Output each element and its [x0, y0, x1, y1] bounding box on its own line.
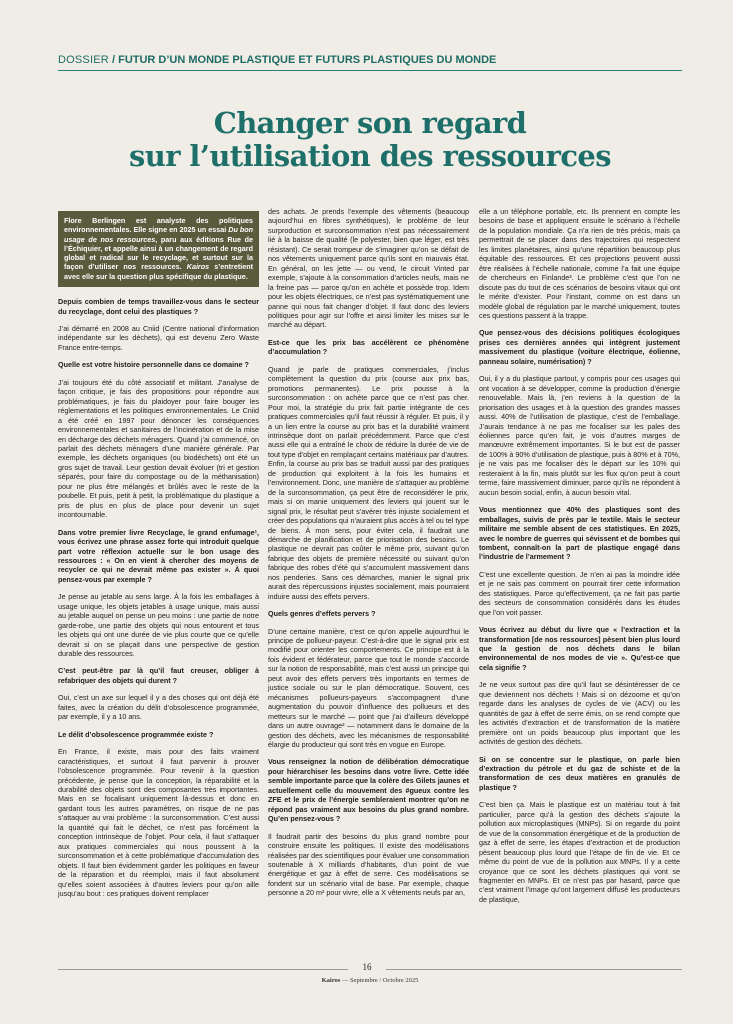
- interview-answer: C’est une excellente question. Je n’en ai pas la moindre idée et je ne sais pas comment on pourrait tirer cette information des statistiques. Parce qu’effectivement, ça ne fait pas partie des secteurs de consommation considérés dans les études que l’on voit passer.: [479, 569, 680, 617]
- interview-answer: Il faudrait partir des besoins du plus grand nombre pour construire ensuite les politiques. Il existe des modélisations réalisées par des scientifiques pour évaluer une consommation soutenable à X milliards d’habitants, d’un point de vue énergétique et gaz à effet de serre. Ces modélisations se fondent sur un scénario vital de base. Par exemple, chaque personne a 20 m² pour vivre, elle a X vêtements neufs par an,: [268, 831, 469, 898]
- intro-book-title: Du bon usage de nos ressources: [64, 225, 254, 244]
- interview-answer: J’ai toujours été du côté associatif et militant. J’analyse de façon critique, je fais des propositions pour répondre aux problématiques, je fais du plaidoyer pour faire bouger les réglementations et les politiques environnementales. Le Cniid a été créé en 1997 pour dénoncer les conséquences environnementales et sanitaires de l’incinération et de la mise en décharge des déchets ménagers. Quand j’ai commencé, on parlait des déchets ménagers d’une manière générale. Par exemple, les déchets organiques (ou biodéchets) ont été un gros sujet de travail. Leur gestion devait évoluer (tri et gestion séparés, pour faire du compostage ou de la méthanisation) pour ne plus être mélangés et brûlés avec le reste de la poubelle. Et puis, petit à petit, la problématique du plastique a pris de plus en plus de place pour devenir un sujet incontournable.: [58, 377, 259, 520]
- interview-question: Vous écrivez au début du livre que « l’extraction et la transformation [de nos ressources] pèsent bien plus lourd que la gestion de nos déchets dans le bilan environnemental de nos modes de vie ». Qu’est-ce que cela signifie ?: [479, 625, 680, 672]
- interview-answer: C’est bien ça. Mais le plastique est un matériau tout à fait particulier, parce qu’à la gestion des déchets s’ajoute la pollution aux microplastiques (MNPs). Si on regarde du point de vue de la consommation énergétique et de la production de gaz à effet de serre, les étapes d’extraction et de production pèsent beaucoup plus lourd que l’étape de fin de vie. Et ce même du point de vue de la pollution aux MNPs. Il y a cette croyance que ce sont les déchets plastiques qui vont se fragmenter en MNPs. Et ce n’est pas par hasard, parce que c’est vraiment l’image qu’ont largement diffusé les producteurs de plastique,: [479, 800, 680, 904]
- footer-credit: [58, 977, 682, 984]
- interview-answer: Je pense au jetable au sens large. À la fois les emballages à usage unique, les objets jetables à usage unique, mais aussi au jetable auquel on pense un peu moins : une partie de notre garde-robe, une partie des objets qui nous entourent et tous les objets qui ont une durée de vie plus courte que ce qu’elle devrait si on se plaçait dans une perspective de gestion durable des ressources.: [58, 592, 259, 659]
- column-3-body: [479, 207, 680, 904]
- interview-question: Le délit d’obsolescence programmée existe ?: [58, 729, 214, 739]
- section-separator: /: [111, 54, 116, 66]
- interview-answer: elle a un téléphone portable, etc. Ils prennent en compte les besoins de base et appliquent ensuite le scénario à l’échelle de la population mondiale. Ça n’a rien de très précis, mais ça permettrait de se placer dans des trajectoires qui respectent les limites planétaires, ainsi qu’une répartition beaucoup plus équitable des ressources. Et ces projections peuvent aussi être réalisées à l’échelle nationale, comme l’a fait une équipe de chercheurs en Finlande³. Le problème c’est que l’on ne discute pas du tout de ces scénarios de besoins vitaux qui ont le mérite d’exister. Pour l’instant, comme on est dans un modèle global de régulation par le marché uniquement, toutes ces questions passent à la trappe.: [479, 207, 680, 320]
- interview-question: Vous mentionnez que 40% des plastiques sont des emballages, suivis de près par le textile. Mais le secteur militaire me semble absent de ces statistiques. En 2025, avec le nombre de guerres qui sévissent et de bombes qui tombent, connaît-on la part de plastique engagé dans l’industrie de l’armement ?: [479, 505, 680, 562]
- column-2: [268, 207, 469, 906]
- interview-answer: D’une certaine manière, c’est ce qu’on appelle aujourd’hui le principe de pollueur-payeur. C’est-à-dire que le signal prix est modifié pour orienter les comportements. Ce principe est à la fois évident et fédérateur, parce que tout le monde s’accorde sur la notion de responsabilité, mais c’est aussi un principe qui peut avoir des effets pervers très importants en termes de justice sociale ou sur le plan démocratique. Souvent, ces mécanismes pollueurs-payeurs s’accompagnent d’une augmentation du pouvoir d’influence des pollueurs et des metteurs sur le marché — point que j’ai d’ailleurs développé dans un autre ouvrage² — notamment dans le domaine de la gestion des déchets, avec les mécanismes de responsabilité élargie du producteur qui sont très en vogue en Europe.: [268, 626, 469, 750]
- interview-answer: Je ne veux surtout pas dire qu’il faut se désintéresser de ce que deviennent nos déchets ! Mais si on dézoome et qu’on regarde dans les analyses de cycles de vie (ACV) ou les quantités de gaz à effet de serre émis, on se rend compte que les activités d’extraction et de transformation de la matière première ont un poids beaucoup plus important que les activités de gestion des déchets.: [479, 680, 680, 747]
- interview-answer: des achats. Je prends l’exemple des vêtements (beaucoup aujourd’hui en fibres synthétiques), le problème de leur surproduction et surconsommation n’est pas nécessairement lié à la baisse de qualité (le polyester, bien que léger, est très résistant). Ce serait trompeur de s’imaginer qu’on se défait de nos vêtements uniquement parce qu’ils sont en mauvais état. En général, on les jette — ou vend, le circuit Vinted par exemple, s’ajoute à la consommation d’articles neufs, mais ne la freine pas — parce qu’on en achète et possède trop. Idem pour les objets électriques, ce n’est pas systématiquement une panne qui nous fait changer d’objet. Il faut donc des leviers politiques pour agir sur l’offre et ainsi limiter les mises sur le marché au départ.: [268, 207, 469, 330]
- intro-text-3: s’entretient avec elle sur la question plus spécifique du plastique.: [64, 262, 253, 281]
- interview-question: Quelle est votre histoire personnelle dans ce domaine ?: [58, 360, 249, 370]
- interview-answer: En France, il existe, mais pour des faits vraiment caractéristiques, et surtout il faut parvenir à prouver l’obsolescence programmée. Pour revenir à la question précédente, je pense que la conception, la réparabilité et la durabilité des objets sont des composantes très importantes. Mais en se focalisant uniquement là-dessus et donc en gardant tous les autres paramètres, on risque de ne pas s’attaquer au vrai problème : la surconsommation. C’est aussi la quantité qui fait le déchet, ce n’est pas forcément la conception intrinsèque de l’objet. Pour cela, il faut s’attaquer aux pratiques commerciales qui nous poussent à la surconsommation et à cette problématique d’accumulation des objets. Il faut bien évidemment garder les politiques en faveur de la réparation et du réemploi, mais il faut absolument qu’elles soient associées à d’autres leviers pour qu’on aille jusqu’au bout : ces pratiques doivent remplacer: [58, 747, 259, 898]
- title-line-2: sur l’utilisation des ressources: [129, 139, 611, 174]
- column-1-body: [58, 297, 259, 898]
- interview-question: Est-ce que les prix bas accélèrent ce phénomène d’accumulation ?: [268, 337, 469, 357]
- intro-magazine: Kairos: [186, 262, 210, 272]
- footer-divider-right: [386, 969, 682, 970]
- header-divider: [58, 70, 682, 71]
- interview-answer: Oui, c’est un axe sur lequel il y a des choses qui ont déjà été faites, avec la création du délit d’obsolescence programmée, par exemple, il y a 10 ans.: [58, 693, 259, 722]
- interview-question: Vous renseignez la notion de délibération démocratique pour hiérarchiser les besoins dans votre livre. Cette idée semble importante parce que la colère des Gilets jaunes et actuellement celle du mouvement des #gueux contre les ZFE et le prix de l’énergie sembleraient montrer qu’on ne répond pas vraiment aux besoins du plus grand nombre. Qu’en pensez-vous ?: [268, 757, 469, 824]
- column-2-body: [268, 207, 469, 898]
- section-topic: FUTUR D’UN MONDE PLASTIQUE ET FUTURS PLASTIQUES DU MONDE: [118, 54, 497, 66]
- interview-question: Dans votre premier livre Recyclage, le grand enfumage¹, vous écrivez une phrase assez forte qui introduit quelque part votre réflexion actuelle sur le bon usage des ressources : « On en vient à chercher des moyens de recycler ce qui ne devrait même pas exister ». À quoi pensez-vous par exemple ?: [58, 527, 259, 584]
- interview-question: Quels genres d’effets pervers ?: [268, 609, 376, 619]
- title-line-1: Changer son regard: [213, 106, 527, 141]
- interview-answer: Oui, il y a du plastique partout, y compris pour ces usages qui ont vocation à se développer, comme la production d’énergie renouvelable. Mais là, j’en reviens à la question de la priorisation des usages et à la question des grandes masses aussi. 40% de l’utilisation de plastique, c’est de l’emballage. J’aurais tendance à ne pas me focaliser sur les pales des éoliennes parce qu’en fait, je vois d’autres marges de manœuvre extrêmement importantes. Si le but est de passer de 100% à 90% d’utilisation de plastique, puis à 80% et à 70%, je ne vais pas me focaliser dès le départ sur les 10% qui resteraient à la fin, mais plutôt sur les flux qu’on peut à court terme, faire massivement diminuer, parce qu’ils ne répondent à aucun besoin social, enfin, à aucun besoin vital.: [479, 374, 680, 497]
- column-1: [58, 211, 259, 906]
- interview-question: C’est peut-être par là qu’il faut creuser, obliger à refabriquer des objets qui durent ?: [58, 666, 259, 685]
- intro-text-1: Flore Berlingen est analyste des politiques environnementales. Elle signe en 2025 un essai: [64, 216, 253, 235]
- intro-box: [58, 211, 259, 287]
- interview-answer: Quand je parle de pratiques commerciales, j’inclus complètement la question du prix (course aux prix bas, promotions permanentes). Le prix pousse à la surconsommation : on achète parce que ce n’est pas cher. Pour moi, la stratégie du prix fait partie intégrante de ces pratiques commerciales qu’il faut réussir à réguler. Et puis, il y a un lien entre la course au prix bas et la durabilité vraiment intrinsèque dont on parlait précédemment. Parce que c’est aussi elle qui a entraîné le choix de réduire la durée de vie de tout type d’objet en remplaçant certains matériaux par d’autres. Enfin, la course au prix bas se traduit aussi par des pratiques de production qui exploitent à la fois les humains et l’environnement. Donc, une manière de s’attaquer au problème de la surconsommation, ça peut être de reconsidérer le prix, mais si on manie uniquement des leviers qui jouent sur le signal prix, le résultat peut s’avérer très injuste socialement et créer des populations qui n’auraient plus accès à tel ou tel type de biens. À mon sens, pour éviter cela, il faudrait une démarche de planification et de priorisation des besoins. Le plastique ne devrait pas coûter le même prix, suivant qu’on fabrique des objets de première nécessité ou suivant qu’on fabrique des robes d’été qui s’accumulent massivement dans nos penderies. Sans ces démarches, manier le signal prix aurait des répercussions injustes socialement, mais pourraient induire aussi des effets pervers.: [268, 364, 469, 601]
- interview-question: Si on se concentre sur le plastique, on parle bien d’extraction du pétrole et du gaz de schiste et de la transformation de ces deux matières en granulés de plastique ?: [479, 754, 680, 792]
- intro-text-2: , paru aux éditions Rue de l’Échiquier, et appelle ainsi à un changement de regard global et radical sur le recyclage, et surtout sur la façon d’utiliser nos ressources.: [64, 234, 253, 272]
- footer-issue: — Septembre / Octobre 2025: [341, 977, 419, 984]
- footer-divider-left: [58, 969, 348, 970]
- page-number: 16: [362, 962, 372, 972]
- article-title: [58, 107, 682, 173]
- column-3: [479, 207, 680, 912]
- footer-magazine: Kairos: [321, 977, 341, 984]
- section-label: DOSSIER: [58, 54, 109, 66]
- section-header: [58, 52, 682, 68]
- interview-question: Depuis combien de temps travaillez-vous dans le secteur du recyclage, dont celui des plastiques ?: [58, 297, 259, 316]
- interview-answer: J’ai démarré en 2008 au Cniid (Centre national d’information indépendante sur les déchets), qui est devenu Zero Waste France entre-temps.: [58, 323, 259, 352]
- interview-question: Que pensez-vous des décisions politiques écologiques prises ces dernières années qui intègrent justement massivement du plastique (voiture électrique, éolienne, panneau solaire, numérisation) ?: [479, 328, 680, 366]
